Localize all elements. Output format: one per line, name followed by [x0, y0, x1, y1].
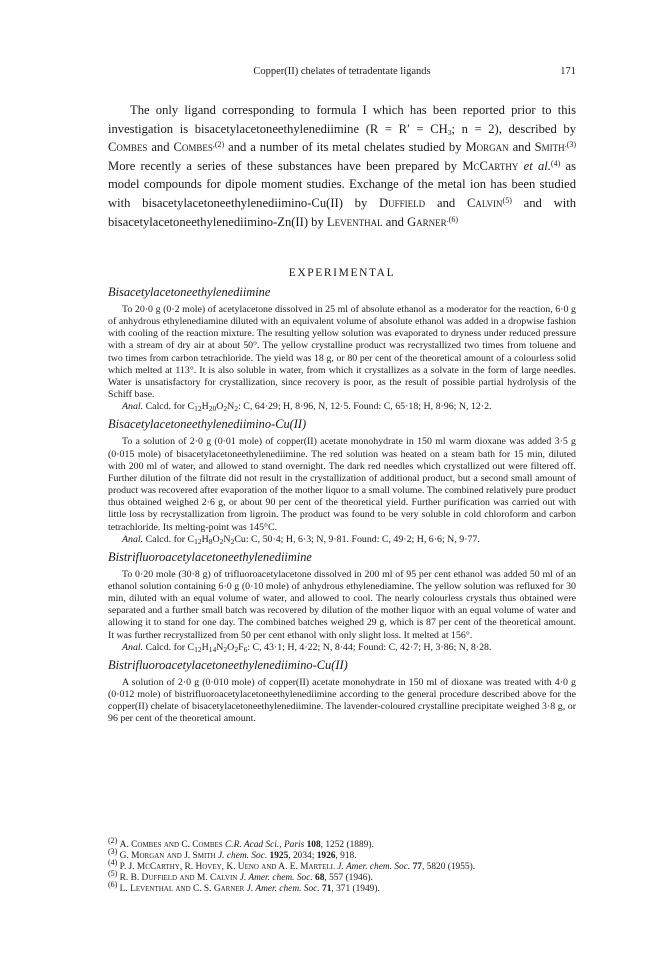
citation-marker: .(3) — [564, 140, 577, 150]
author-name: McCarthy — [462, 158, 519, 173]
reference-item: $^{(2)}$ A. Combes and C. Combes C.R. Acad Sci., Paris 108, 1252 (1889). — [108, 836, 374, 850]
author-name: Combes — [108, 140, 148, 155]
analysis-line: Anal. Calcd. for $C_{12}H_8O_2N_2Cu$: C, 50·4; H, 6·3; N, 9·81. Found: C, 49·2; H, 6·6; N, 9·77. — [122, 533, 480, 546]
experimental-body — [108, 284, 576, 726]
author-name: Leventhal — [326, 214, 383, 229]
author-name: Duffield — [379, 195, 426, 210]
citation-marker: ,(2) — [212, 140, 225, 150]
citation-marker: (4) — [550, 158, 561, 168]
reference-item: $^{(4)}$ P. J. McCarthy, R. Hovey, K. Ueno and A. E. Martell J. Amer. chem. Soc. 77, 5820 (1955). — [108, 857, 476, 872]
page-header — [108, 66, 576, 82]
procedure-paragraph: To 20·0 g (0·2 mole) of acetylacetone dissolved in 25 ml of absolute ethanol as a moderator for the reaction, 6·0 g of anhydrous ethylenediamine diluted with an equivalent volume of absolute ethanol was added in a dropwise fashion with cooling of the reaction mixture. The resulting yellow solution was evaporated to dryness under reduced pressure with a stream of dry air at about 50°. The yellow crystalline product was recrystallized two times from toluene and two times from carbon tetrachloride. The yield was 18 g, or 80 per cent of the theoretical amount of a colourless solid which melted at 113°. It is also soluble in water, from which it crystallizes as a solvate in the form of large needles. Water is unsatisfactory for crystallization, since recovery is poor, as the result of possible partial hydrolysis of the Schiff base. — [108, 304, 576, 401]
reference-item: $^{(5)}$ R. B. Duffield and M. Calvin J. Amer. chem. Soc. 68, 557 (1946). — [108, 868, 373, 883]
reference-item: $^{(3)}$ G. Morgan and J. Smith J. chem. Soc. 1925, 2034; 1926, 918. — [108, 846, 357, 861]
procedure-paragraph: To 0·20 mole (30·8 g) of trifluoroacetylacetone dissolved in 200 ml of 95 per cent ethanol was added 50 ml of an ethanol solution containing 6·0 g (0·10 mole) of anhydrous ethylenediamine. The yellow solution was refluxed for 30 min, diluted with an equal volume of water, and allowed to cool. The nearly colourless crystals thus obtained were separated and a further small batch was recovered by dilution of the mother liquor with an equal volume of water and allowing it to stand for one day. The combined batches weighed 29 g, which is 87 per cent of the theoretical amount. It was further recrystallized from 50 per cent ethanol with only slight loss. It melted at 156°. — [108, 568, 576, 641]
author-name: Calvin — [466, 195, 503, 210]
procedure-paragraph: A solution of 2·0 g (0·010 mole) of copper(II) acetate monohydrate in 150 ml of dioxane was treated with 4·0 g (0·012 mole) of bistrifluoroacetylacetoneethylenediimine according to the general procedure described above for the copper(II) chelate of bisacetylacetoneethylenediimine. The lavender-coloured crystalline precipitate weighed 3·8 g, or 96 per cent of the theoretical amount. — [108, 676, 576, 725]
analysis-line: Anal. Calcd. for $C_{12}H_{14}N_2O_2F_6$: C, 43·1; H, 4·22; N, 8·44; Found: C, 42·7; H, 3·86; N, 8·28. — [122, 641, 492, 654]
section-heading-experimental: EXPERIMENTAL — [288, 267, 396, 279]
citation-marker: (5) — [502, 195, 512, 205]
subsection-title: Bistrifluoroacetylacetoneethylenediimine — [108, 549, 312, 564]
author-name: Combes — [173, 140, 213, 155]
subsection-title: Bistrifluoroacetylacetoneethylenediimino-Cu(II) — [108, 657, 348, 672]
intro-paragraph: The only ligand corresponding to formula I which has been reported prior to this investigation is bisacetylacetoneethylenediimine ($R = R' = CH_3$; n = 2), described by Combes and Combes$^{,(2)}$ and a number of its metal chelates studied by Morgan and Smith$^{.(3)}$ More recently a series of these substances have been prepared by McCarthy et al.$^{(4)}$ as model compounds for dipole moment studies. Exchange of the metal ion has been studied with bisacetylacetoneethylenediimino-Cu(II) by Duffield and Calvin$^{(5)}$ and with bisacetylacetoneethylenediimino-Zn(II) by Leventhal and Garner$^{.(6)}$ — [108, 103, 577, 229]
running-title: Copper(II) chelates of tetradentate ligands — [253, 66, 431, 77]
analysis-line: Anal. Calcd. for $C_{12}H_{20}O_2N_2$: C, 64·29; H, 8·96, N, 12·5. Found: C, 65·18; H, 8·96; N, 12·2. — [122, 401, 492, 414]
subsection-title: Bisacetylacetoneethylenediimine — [108, 285, 271, 299]
procedure-paragraph: To a solution of 2·0 g (0·01 mole) of copper(II) acetate monohydrate in 150 ml warm dioxane was added 3·5 g (0·015 mole) of bisacetylacetoneethylenediimine. The red solution was heated on a steam bath for 15 min, diluted with 200 ml of water, and allowed to stand overnight. The dark red needles which crystallized out were filtered off. Further dilution of the filtrate did not result in the crystallization of additional product, but a second small amount of product was recovered after evaporation of the mother liquor to a small volume. The combined relatively pure product thus obtained weighed 2·6 g, or about 90 per cent of the theoretical yield. Further purification was carried out with little loss by recrystallization from ligroin. The product was found to be very soluble in cold chloroform and carbon tetrachloride. Its melting-point was 145°C. — [108, 436, 576, 533]
subsection-title: Bisacetylacetoneethylenediimino-Cu(II) — [108, 417, 307, 432]
author-name: Garner — [407, 214, 447, 229]
page-number: 171 — [560, 66, 576, 77]
citation-marker: .(6) — [446, 214, 459, 224]
reference-item: $^{(6)}$ L. Leventhal and C. S. Garner J. Amer. chem. Soc. 71, 371 (1949). — [108, 879, 380, 894]
author-name: Morgan — [465, 140, 509, 155]
author-name: Smith — [534, 140, 565, 155]
references-list — [108, 836, 576, 895]
